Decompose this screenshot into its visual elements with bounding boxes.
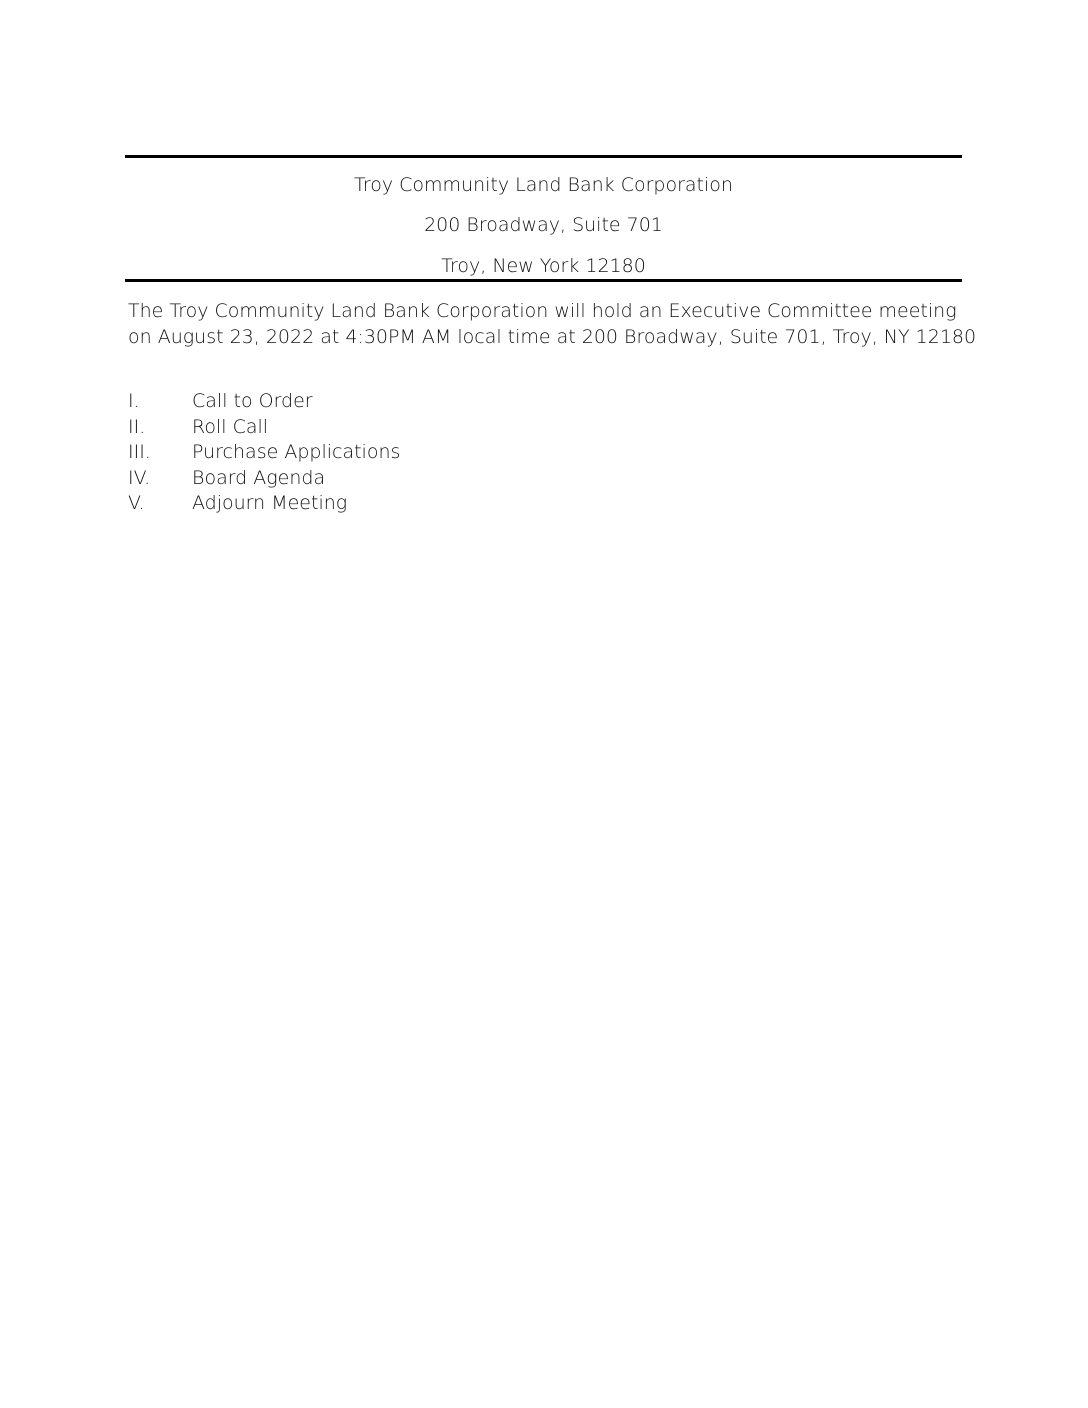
agenda-item	[128, 389, 400, 415]
agenda-item-text: Board Agenda	[192, 466, 326, 489]
notice-line-2: on August 23, 2022 at 4:30PM AM local time at 200 Broadway, Suite 701, Troy, NY 12180	[128, 326, 977, 348]
agenda-item-number: IV.	[128, 466, 151, 489]
agenda-item	[128, 415, 400, 441]
city-line: Troy, New York 12180	[441, 255, 646, 277]
notice-line-1: The Troy Community Land Bank Corporation will hold an Executive Committee meeting	[128, 300, 957, 322]
organization-name: Troy Community Land Bank Corporation	[354, 174, 733, 196]
agenda-item-number: V.	[128, 492, 145, 515]
agenda-item-number: II.	[128, 415, 146, 438]
header-top-rule	[125, 155, 962, 158]
agenda-item	[128, 440, 400, 466]
agenda-item-text: Roll Call	[192, 415, 269, 438]
address-line: 200 Broadway, Suite 701	[424, 214, 663, 236]
agenda-item-number: III.	[128, 441, 151, 464]
agenda-item-text: Adjourn Meeting	[192, 492, 348, 515]
agenda-item-text: Call to Order	[192, 390, 313, 412]
header-bottom-rule	[125, 279, 962, 282]
agenda-item	[128, 491, 400, 517]
agenda-item-number: I.	[128, 390, 140, 412]
meeting-notice	[128, 298, 977, 350]
agenda-item	[128, 466, 400, 492]
agenda-list	[128, 389, 400, 517]
agenda-item-text: Purchase Applications	[192, 441, 401, 464]
